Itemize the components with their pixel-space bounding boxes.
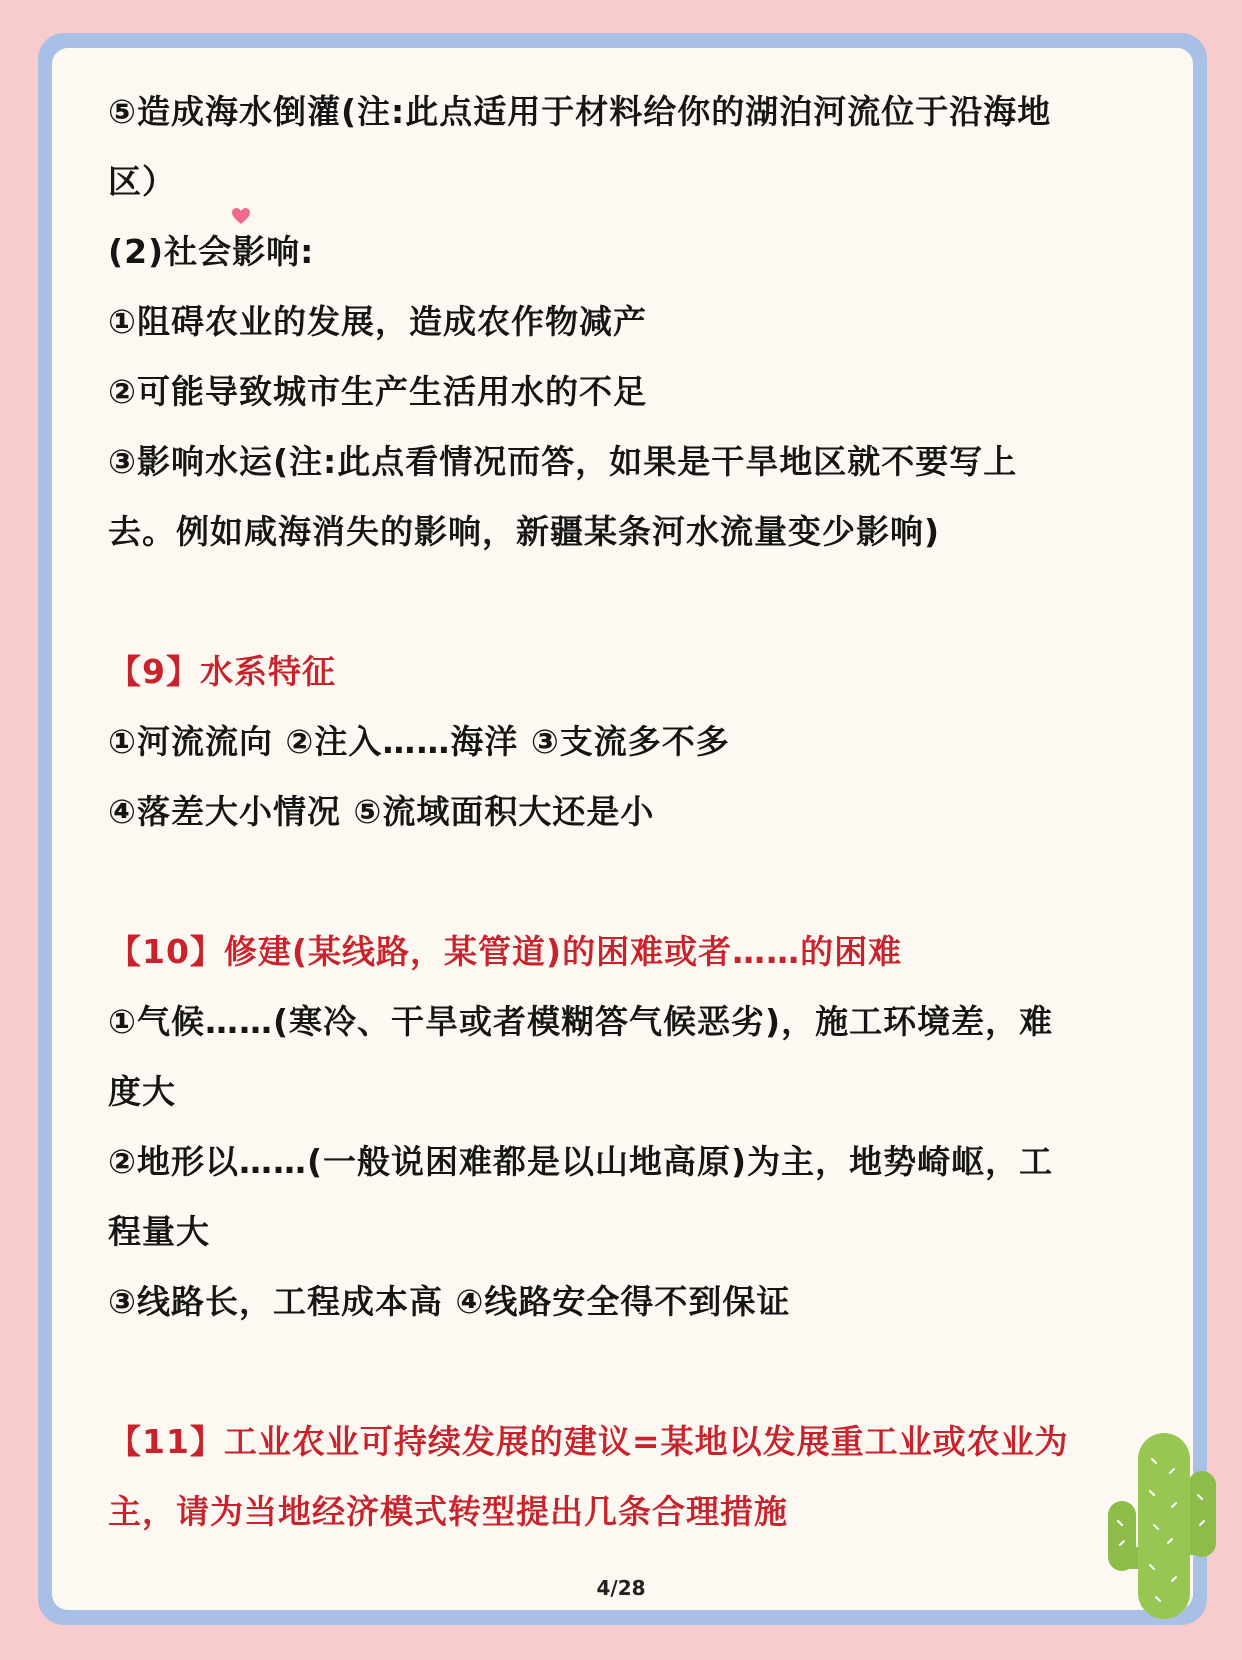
section-10-item: ①气候……(寒冷、干旱或者模糊答气候恶劣)，施工环境差，难 <box>108 1002 1054 1041</box>
section-11-heading: 主，请为当地经济模式转型提出几条合理措施 <box>108 1492 788 1531</box>
section-9-item: ①河流流向 ②注入……海洋 ③支流多不多 <box>108 722 730 761</box>
section-10-heading: 【10】修建(某线路，某管道)的困难或者……的困难 <box>108 932 903 971</box>
text-line: ②可能导致城市生产生活用水的不足 <box>108 372 647 411</box>
section-11-heading: 【11】工业农业可持续发展的建议=某地以发展重工业或农业为 <box>108 1422 1069 1461</box>
section-9-heading: 【9】水系特征 <box>108 652 336 691</box>
heart-icon <box>231 207 251 225</box>
text-line: (2)社会影响: <box>108 232 315 271</box>
section-10-item: ②地形以……(一般说困难都是以山地高原)为主，地势崎岖，工 <box>108 1142 1054 1181</box>
section-10-item: 度大 <box>108 1072 176 1111</box>
section-9-item: ④落差大小情况 ⑤流域面积大还是小 <box>108 792 655 831</box>
text-line: 区） <box>108 162 176 201</box>
text-line: ③影响水运(注:此点看情况而答，如果是干旱地区就不要写上 <box>108 442 1018 481</box>
cactus-icon <box>1104 1425 1222 1621</box>
text-line: ①阻碍农业的发展，造成农作物减产 <box>108 302 647 341</box>
text-line: 去。例如咸海消失的影响，新疆某条河水流量变少影响) <box>108 512 941 551</box>
page-number: 4/28 <box>596 1576 646 1600</box>
text-line: ⑤造成海水倒灌(注:此点适用于材料给你的湖泊河流位于沿海地 <box>108 92 1052 131</box>
section-10-item: ③线路长，工程成本高 ④线路安全得不到保证 <box>108 1282 791 1321</box>
section-10-item: 程量大 <box>108 1212 210 1251</box>
